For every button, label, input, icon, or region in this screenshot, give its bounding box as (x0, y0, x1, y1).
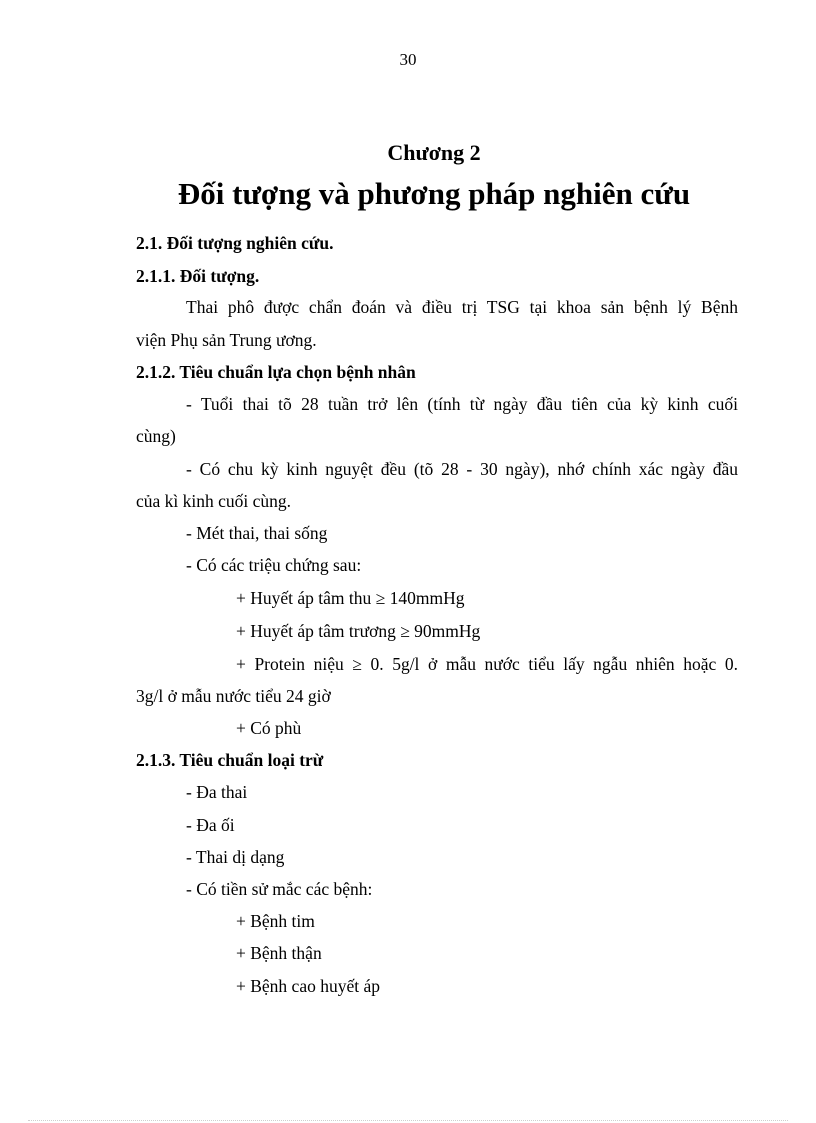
exclusion-line: - Đa ối (186, 815, 235, 835)
page-bottom-rule (28, 1120, 788, 1121)
criteria-line: - Tuổi thai tõ 28 tuần trở lên (tính từ ngày đầu tiên của kỳ kinh cuối (186, 394, 738, 414)
section-heading-2-1-1: 2.1.1. Đối tượng. (136, 266, 260, 286)
symptom-line: + Huyết áp tâm trương ≥ 90mmHg (236, 621, 481, 641)
criteria-line: - Có các triệu chứng sau: (186, 555, 362, 575)
exclusion-line: - Đa thai (186, 782, 248, 802)
symptom-line: + Có phù (236, 718, 302, 738)
disease-line: + Bệnh tim (236, 911, 315, 931)
symptom-line: + Protein niệu ≥ 0. 5g/l ở mẫu nước tiểu lấy ngẫu nhiên hoặc 0. (236, 654, 738, 674)
section-heading-2-1-2: 2.1.2. Tiêu chuẩn lựa chọn bệnh nhân (136, 362, 416, 382)
paragraph-line: viện Phụ sản Trung ương. (136, 330, 317, 350)
chapter-label: Chương 2 (387, 140, 481, 165)
page-number: 30 (399, 50, 417, 69)
disease-line: + Bệnh cao huyết áp (236, 976, 380, 996)
chapter-title: Đối tượng và phương pháp nghiên cứu (177, 176, 691, 211)
exclusion-line: - Thai dị dạng (186, 847, 285, 867)
disease-line: + Bệnh thận (236, 943, 322, 963)
criteria-line: - Mét thai, thai sống (186, 523, 328, 543)
criteria-line: của kì kinh cuối cùng. (136, 491, 292, 511)
symptom-line: 3g/l ở mẫu nước tiểu 24 giờ (136, 686, 331, 706)
symptom-line: + Huyết áp tâm thu ≥ 140mmHg (236, 588, 465, 608)
criteria-line: - Có chu kỳ kinh nguyệt đều (tõ 28 - 30 ngày), nhớ chính xác ngày đầu (186, 459, 738, 479)
section-heading-2-1: 2.1. Đối tượng nghiên cứu. (136, 233, 334, 253)
section-heading-2-1-3: 2.1.3. Tiêu chuẩn loại trừ (136, 750, 324, 770)
exclusion-line: - Có tiền sử mắc các bệnh: (186, 879, 373, 899)
paragraph-line: Thai phô được chẩn đoán và điều trị TSG tại khoa sản bệnh lý Bệnh (186, 297, 738, 317)
criteria-line: cùng) (136, 426, 176, 446)
